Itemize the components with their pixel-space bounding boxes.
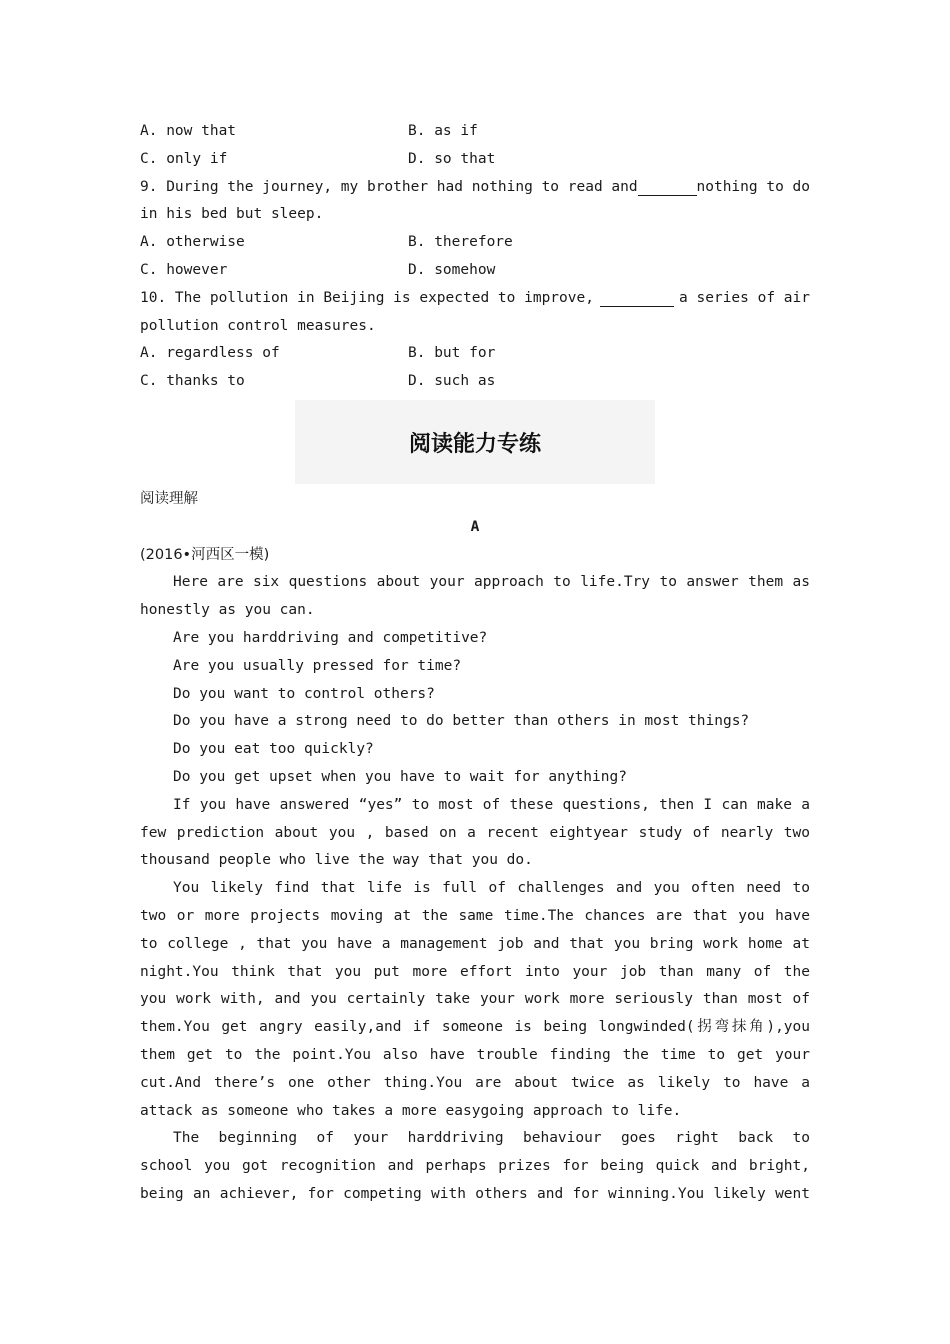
passage-line: two or more projects moving at the same time.The chances are that you have <box>140 907 810 924</box>
passage-line: attack as someone who takes a more easygoing approach to life. <box>140 1102 682 1119</box>
q8-option-a: A. now that <box>140 123 237 139</box>
passage-line: Do you eat too quickly? <box>173 741 374 758</box>
q9-answer-blank <box>638 179 697 196</box>
q9-option-d: D. somehow <box>408 261 496 278</box>
passage-line: Are you usually pressed for time? <box>173 657 462 674</box>
passage-line: them.You get angry easily,and if someone is being longwinded(拐弯抹角),you <box>140 1019 810 1036</box>
passage-line: Do you have a strong need to do better than others in most things? <box>173 713 750 730</box>
q8-options-row-1 <box>140 118 810 146</box>
q10-stem-before-blank: 10. The pollution in Beijing is expected to improve, <box>140 289 594 306</box>
q9-stem-before-blank: 9. During the journey, my brother had nothing to read and <box>140 178 638 195</box>
section-label: 阅读理解 <box>140 491 198 507</box>
q9-stem-line-2: in his bed but sleep. <box>140 206 324 223</box>
q10-option-b: B. but for <box>408 345 496 362</box>
q8-option-d: D. so that <box>408 150 496 167</box>
passage-line: Do you get upset when you have to wait for anything? <box>173 768 627 785</box>
q8-options-row-2 <box>140 146 810 174</box>
q10-options-row-2 <box>140 368 810 396</box>
q9-option-c: C. however <box>140 261 228 278</box>
q10-option-a: A. regardless of <box>140 345 280 362</box>
reading-section <box>140 486 810 1209</box>
passage-body <box>140 569 810 1208</box>
passage-line: few prediction about you , based on a recent eightyear study of nearly two <box>140 824 810 841</box>
passage-line: Here are six questions about your approach to life.Try to answer them as <box>173 574 810 591</box>
q9-options-row-1 <box>140 229 810 257</box>
q9-option-b: B. therefore <box>408 234 513 251</box>
document-page <box>140 118 810 396</box>
passage-line: honestly as you can. <box>140 602 315 619</box>
passage-line: school you got recognition and perhaps prizes for being quick and bright, <box>140 1158 810 1175</box>
passage-source: (2016•河西区一模) <box>140 546 270 563</box>
passage-line: The beginning of your harddriving behaviour goes right back to <box>173 1130 810 1147</box>
passage-line: to college , that you have a management job and that you bring work home at <box>140 935 810 952</box>
passage-line: night.You think that you put more effort into your job than many of the <box>140 963 810 980</box>
q9-stem-line-1 <box>140 174 810 202</box>
q10-answer-blank <box>600 290 674 307</box>
q10-option-d: D. such as <box>408 373 496 390</box>
q9-option-a: A. otherwise <box>140 234 245 251</box>
q9-options-row-2 <box>140 257 810 285</box>
q8-option-b: B. as if <box>408 123 478 139</box>
passage-line: You likely find that life is full of challenges and you often need to <box>173 880 810 897</box>
passage-line: thousand people who live the way that you do. <box>140 852 533 869</box>
q10-options-row-1 <box>140 340 810 368</box>
q9-stem-after-blank: nothing to do <box>696 178 810 195</box>
q10-stem-line-1 <box>140 285 810 313</box>
passage-line: them get to the point.You also have trouble finding the time to get your <box>140 1046 810 1063</box>
section-banner: 阅读能力专练 <box>295 400 655 484</box>
q10-stem-line-2: pollution control measures. <box>140 317 376 334</box>
q10-stem-after-blank: a series of air <box>679 289 810 306</box>
q8-option-c: C. only if <box>140 150 228 167</box>
passage-line: If you have answered “yes” to most of these questions, then I can make a <box>173 796 810 813</box>
passage-line: Do you want to control others? <box>173 685 435 702</box>
q10-option-c: C. thanks to <box>140 373 245 390</box>
passage-line: cut.And there’s one other thing.You are about twice as likely to have a <box>140 1074 810 1091</box>
passage-line: Are you harddriving and competitive? <box>173 629 488 646</box>
passage-line: you work with, and you certainly take your work more seriously than most of <box>140 991 810 1008</box>
passage-letter: A <box>470 518 480 535</box>
passage-line: being an achiever, for competing with others and for winning.You likely went <box>140 1185 810 1202</box>
